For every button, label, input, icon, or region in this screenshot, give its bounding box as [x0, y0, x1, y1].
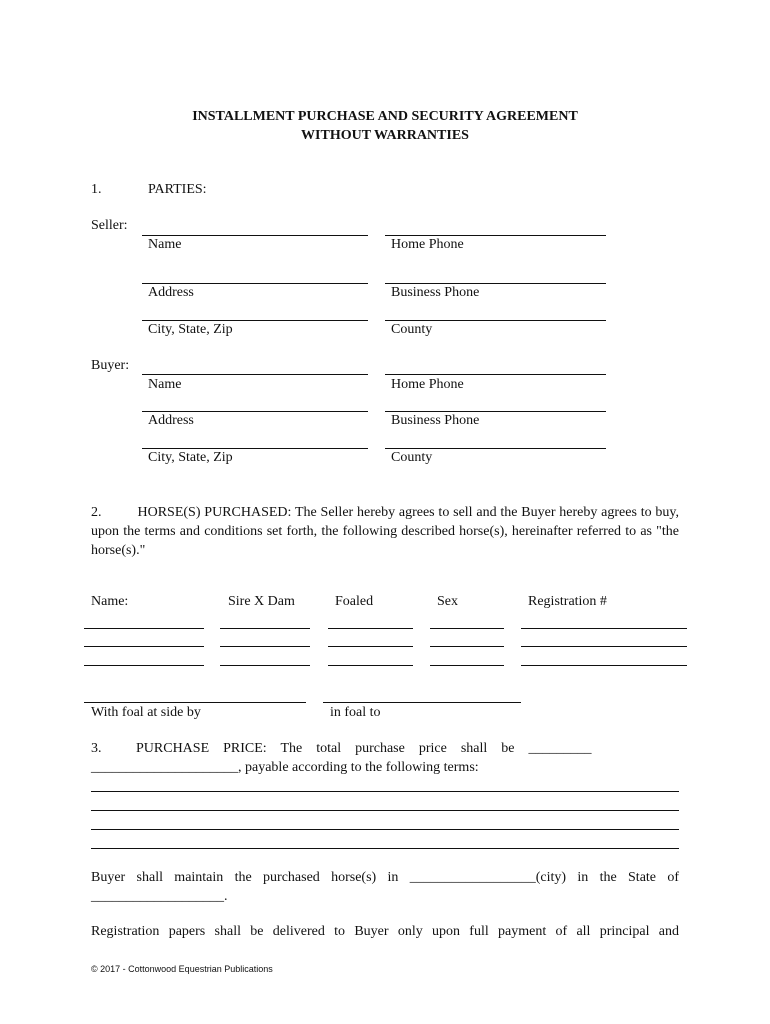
seller-home-phone-caption: Home Phone — [391, 237, 464, 252]
buyer-home-phone-line[interactable] — [385, 374, 606, 375]
seller-business-phone-caption: Business Phone — [391, 285, 480, 300]
buyer-county-line[interactable] — [385, 448, 606, 449]
seller-address-line[interactable] — [142, 283, 368, 284]
maintain-paragraph: Buyer shall maintain the purchased horse(s) in __________________(city) in the State of ___________________. — [91, 870, 679, 904]
foal-side-caption: With foal at side by — [91, 705, 201, 720]
document-title-line2: WITHOUT WARRANTIES — [301, 128, 469, 143]
terms-line-4[interactable] — [91, 848, 679, 849]
horse-col-sex: Sex — [437, 594, 458, 609]
in-foal-line[interactable] — [323, 702, 521, 703]
horse-row1-sex-line[interactable] — [430, 628, 504, 629]
buyer-address-caption: Address — [148, 413, 194, 428]
horse-col-sire-dam: Sire X Dam — [228, 594, 295, 609]
horse-row1-name-line[interactable] — [84, 628, 204, 629]
buyer-home-phone-caption: Home Phone — [391, 377, 464, 392]
seller-city-state-zip-caption: City, State, Zip — [148, 322, 233, 337]
seller-name-line[interactable] — [142, 235, 368, 236]
horse-row2-foaled-line[interactable] — [328, 646, 413, 647]
seller-home-phone-line[interactable] — [385, 235, 606, 236]
in-foal-caption: in foal to — [330, 705, 381, 720]
buyer-label: Buyer: — [91, 358, 130, 373]
horse-row1-registration-line[interactable] — [521, 628, 687, 629]
horse-row3-sire-dam-line[interactable] — [220, 665, 310, 666]
horse-row2-registration-line[interactable] — [521, 646, 687, 647]
section1-number: 1. — [91, 182, 102, 197]
section3-line2: _____________________, payable according to the following terms: — [91, 760, 479, 775]
horse-col-name: Name: — [91, 594, 129, 609]
section3-number: 3. — [91, 741, 102, 756]
buyer-city-state-zip-line[interactable] — [142, 448, 368, 449]
horse-row1-foaled-line[interactable] — [328, 628, 413, 629]
section1-heading: PARTIES: — [148, 182, 207, 197]
buyer-address-line[interactable] — [142, 411, 368, 412]
document-title-line1: INSTALLMENT PURCHASE AND SECURITY AGREEMENT — [192, 109, 578, 124]
horse-row3-foaled-line[interactable] — [328, 665, 413, 666]
horse-row2-name-line[interactable] — [84, 646, 204, 647]
section2-paragraph — [91, 503, 679, 560]
terms-line-2[interactable] — [91, 810, 679, 811]
horse-col-foaled: Foaled — [335, 594, 374, 609]
registration-paragraph: Registration papers shall be delivered to Buyer only upon full payment of all principal and — [91, 924, 679, 939]
horse-row2-sex-line[interactable] — [430, 646, 504, 647]
buyer-county-caption: County — [391, 450, 433, 465]
seller-label: Seller: — [91, 218, 128, 233]
horse-col-registration: Registration # — [528, 594, 607, 609]
foal-side-line[interactable] — [84, 702, 306, 703]
seller-business-phone-line[interactable] — [385, 283, 606, 284]
buyer-name-line[interactable] — [142, 374, 368, 375]
terms-line-3[interactable] — [91, 829, 679, 830]
buyer-business-phone-caption: Business Phone — [391, 413, 480, 428]
seller-city-state-zip-line[interactable] — [142, 320, 368, 321]
section3-heading-line: PURCHASE PRICE: The total purchase price shall be _________ — [136, 741, 592, 756]
buyer-name-caption: Name — [148, 377, 182, 392]
seller-address-caption: Address — [148, 285, 194, 300]
horse-row1-sire-dam-line[interactable] — [220, 628, 310, 629]
terms-line-1[interactable] — [91, 791, 679, 792]
seller-county-line[interactable] — [385, 320, 606, 321]
seller-county-caption: County — [391, 322, 433, 337]
horse-row3-registration-line[interactable] — [521, 665, 687, 666]
horse-row2-sire-dam-line[interactable] — [220, 646, 310, 647]
seller-name-caption: Name — [148, 237, 182, 252]
horse-row3-sex-line[interactable] — [430, 665, 504, 666]
footer-copyright: © 2017 - Cottonwood Equestrian Publications — [91, 964, 273, 974]
buyer-city-state-zip-caption: City, State, Zip — [148, 450, 233, 465]
buyer-business-phone-line[interactable] — [385, 411, 606, 412]
section2-text: HORSE(S) PURCHASED: The Seller hereby agrees to sell and the Buyer hereby agrees to buy, upon the terms and conditions set forth, the following described horse(s), hereinafter referred to as "the horse(s)." — [91, 505, 679, 558]
section2-number: 2. — [91, 505, 102, 520]
horse-row3-name-line[interactable] — [84, 665, 204, 666]
